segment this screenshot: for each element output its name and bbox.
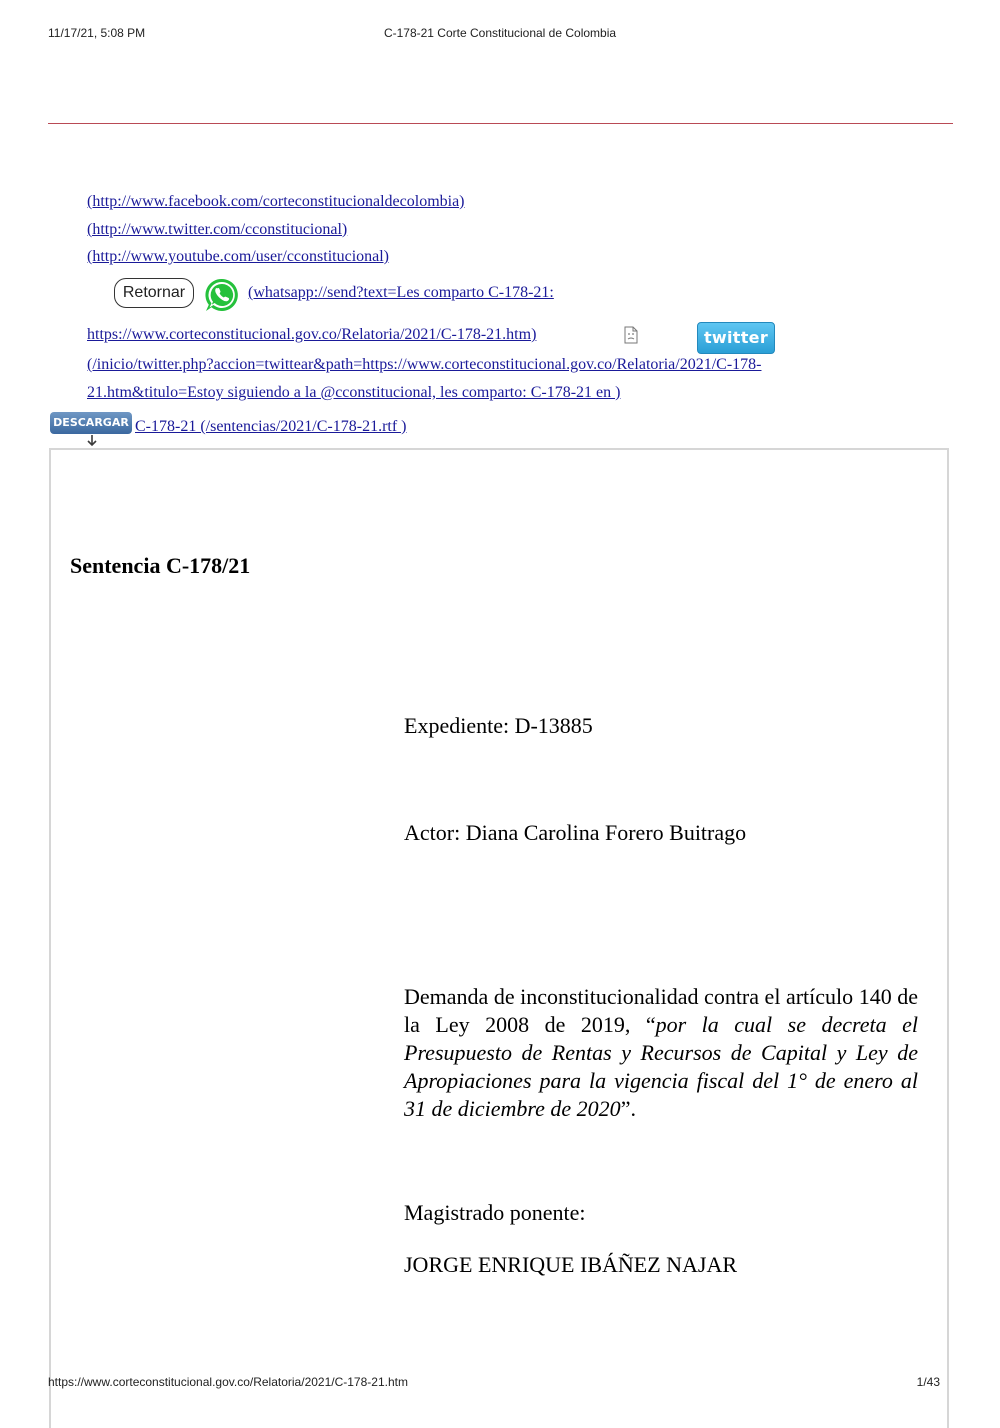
print-page-number: 1/43: [916, 1375, 940, 1389]
youtube-link[interactable]: (http://www.youtube.com/user/cconstitucional): [87, 248, 390, 265]
whatsapp-share-link[interactable]: (whatsapp://send?text=Les comparto C-178-21:: [248, 284, 554, 301]
social-links: [87, 193, 465, 276]
whatsapp-icon[interactable]: [204, 277, 240, 313]
demanda-law-title: por la cual se decreta el Presupuesto de Rentas y Recursos de Capital y Ley de Apropiaciones para la vigencia fiscal del 1° de enero al 31 de diciembre de 2020: [404, 1012, 919, 1121]
twitter-share-link-continued[interactable]: 21.htm&titulo=Estoy siguiendo a la @cconstitucional, les comparto: C-178-21 en ): [87, 384, 621, 401]
demanda-prefix: Demanda de inconstitucionalidad contra el artículo 140 de la Ley 2008 de 2019, “: [404, 984, 918, 1037]
download-arrow-icon: [85, 434, 99, 448]
print-footer: [0, 1375, 1000, 1391]
demanda-paragraph: [404, 983, 918, 1123]
broken-image-icon: [623, 326, 639, 344]
twitter-share-link[interactable]: (/inicio/twitter.php?accion=twittear&path=https://www.corteconstitucional.gov.co/Relatoria/2021/C-178-: [87, 356, 762, 373]
magistrado-label: Magistrado ponente:: [404, 1200, 586, 1225]
print-page-title: C-178-21 Corte Constitucional de Colombia: [383, 26, 617, 40]
header-divider: [48, 123, 953, 124]
document-container: [49, 448, 949, 1428]
share-url-link[interactable]: https://www.corteconstitucional.gov.co/Relatoria/2021/C-178-21.htm): [87, 326, 537, 343]
expediente: Expediente: D-13885: [404, 713, 593, 738]
print-header: [0, 26, 1000, 42]
print-datetime: 11/17/21, 5:08 PM: [48, 26, 146, 40]
magistrado-name: JORGE ENRIQUE IBÁÑEZ NAJAR: [404, 1252, 738, 1277]
actor: Actor: Diana Carolina Forero Buitrago: [404, 820, 747, 845]
share-toolbar: [112, 277, 912, 313]
sentencia-title: Sentencia C-178/21: [70, 553, 251, 578]
retornar-button[interactable]: Retornar: [114, 278, 194, 308]
demanda-suffix: ”.: [620, 1096, 636, 1121]
twitter-profile-link[interactable]: (http://www.twitter.com/cconstitucional): [87, 220, 348, 238]
twitter-share-button[interactable]: twitter: [697, 322, 775, 354]
descargar-button[interactable]: DESCARGAR: [50, 412, 132, 434]
print-url: https://www.corteconstitucional.gov.co/Relatoria/2021/C-178-21.htm: [48, 1375, 408, 1389]
facebook-link[interactable]: (http://www.facebook.com/corteconstitucionaldecolombia): [87, 193, 465, 210]
rtf-download-link[interactable]: C-178-21 (/sentencias/2021/C-178-21.rtf ): [135, 418, 407, 435]
